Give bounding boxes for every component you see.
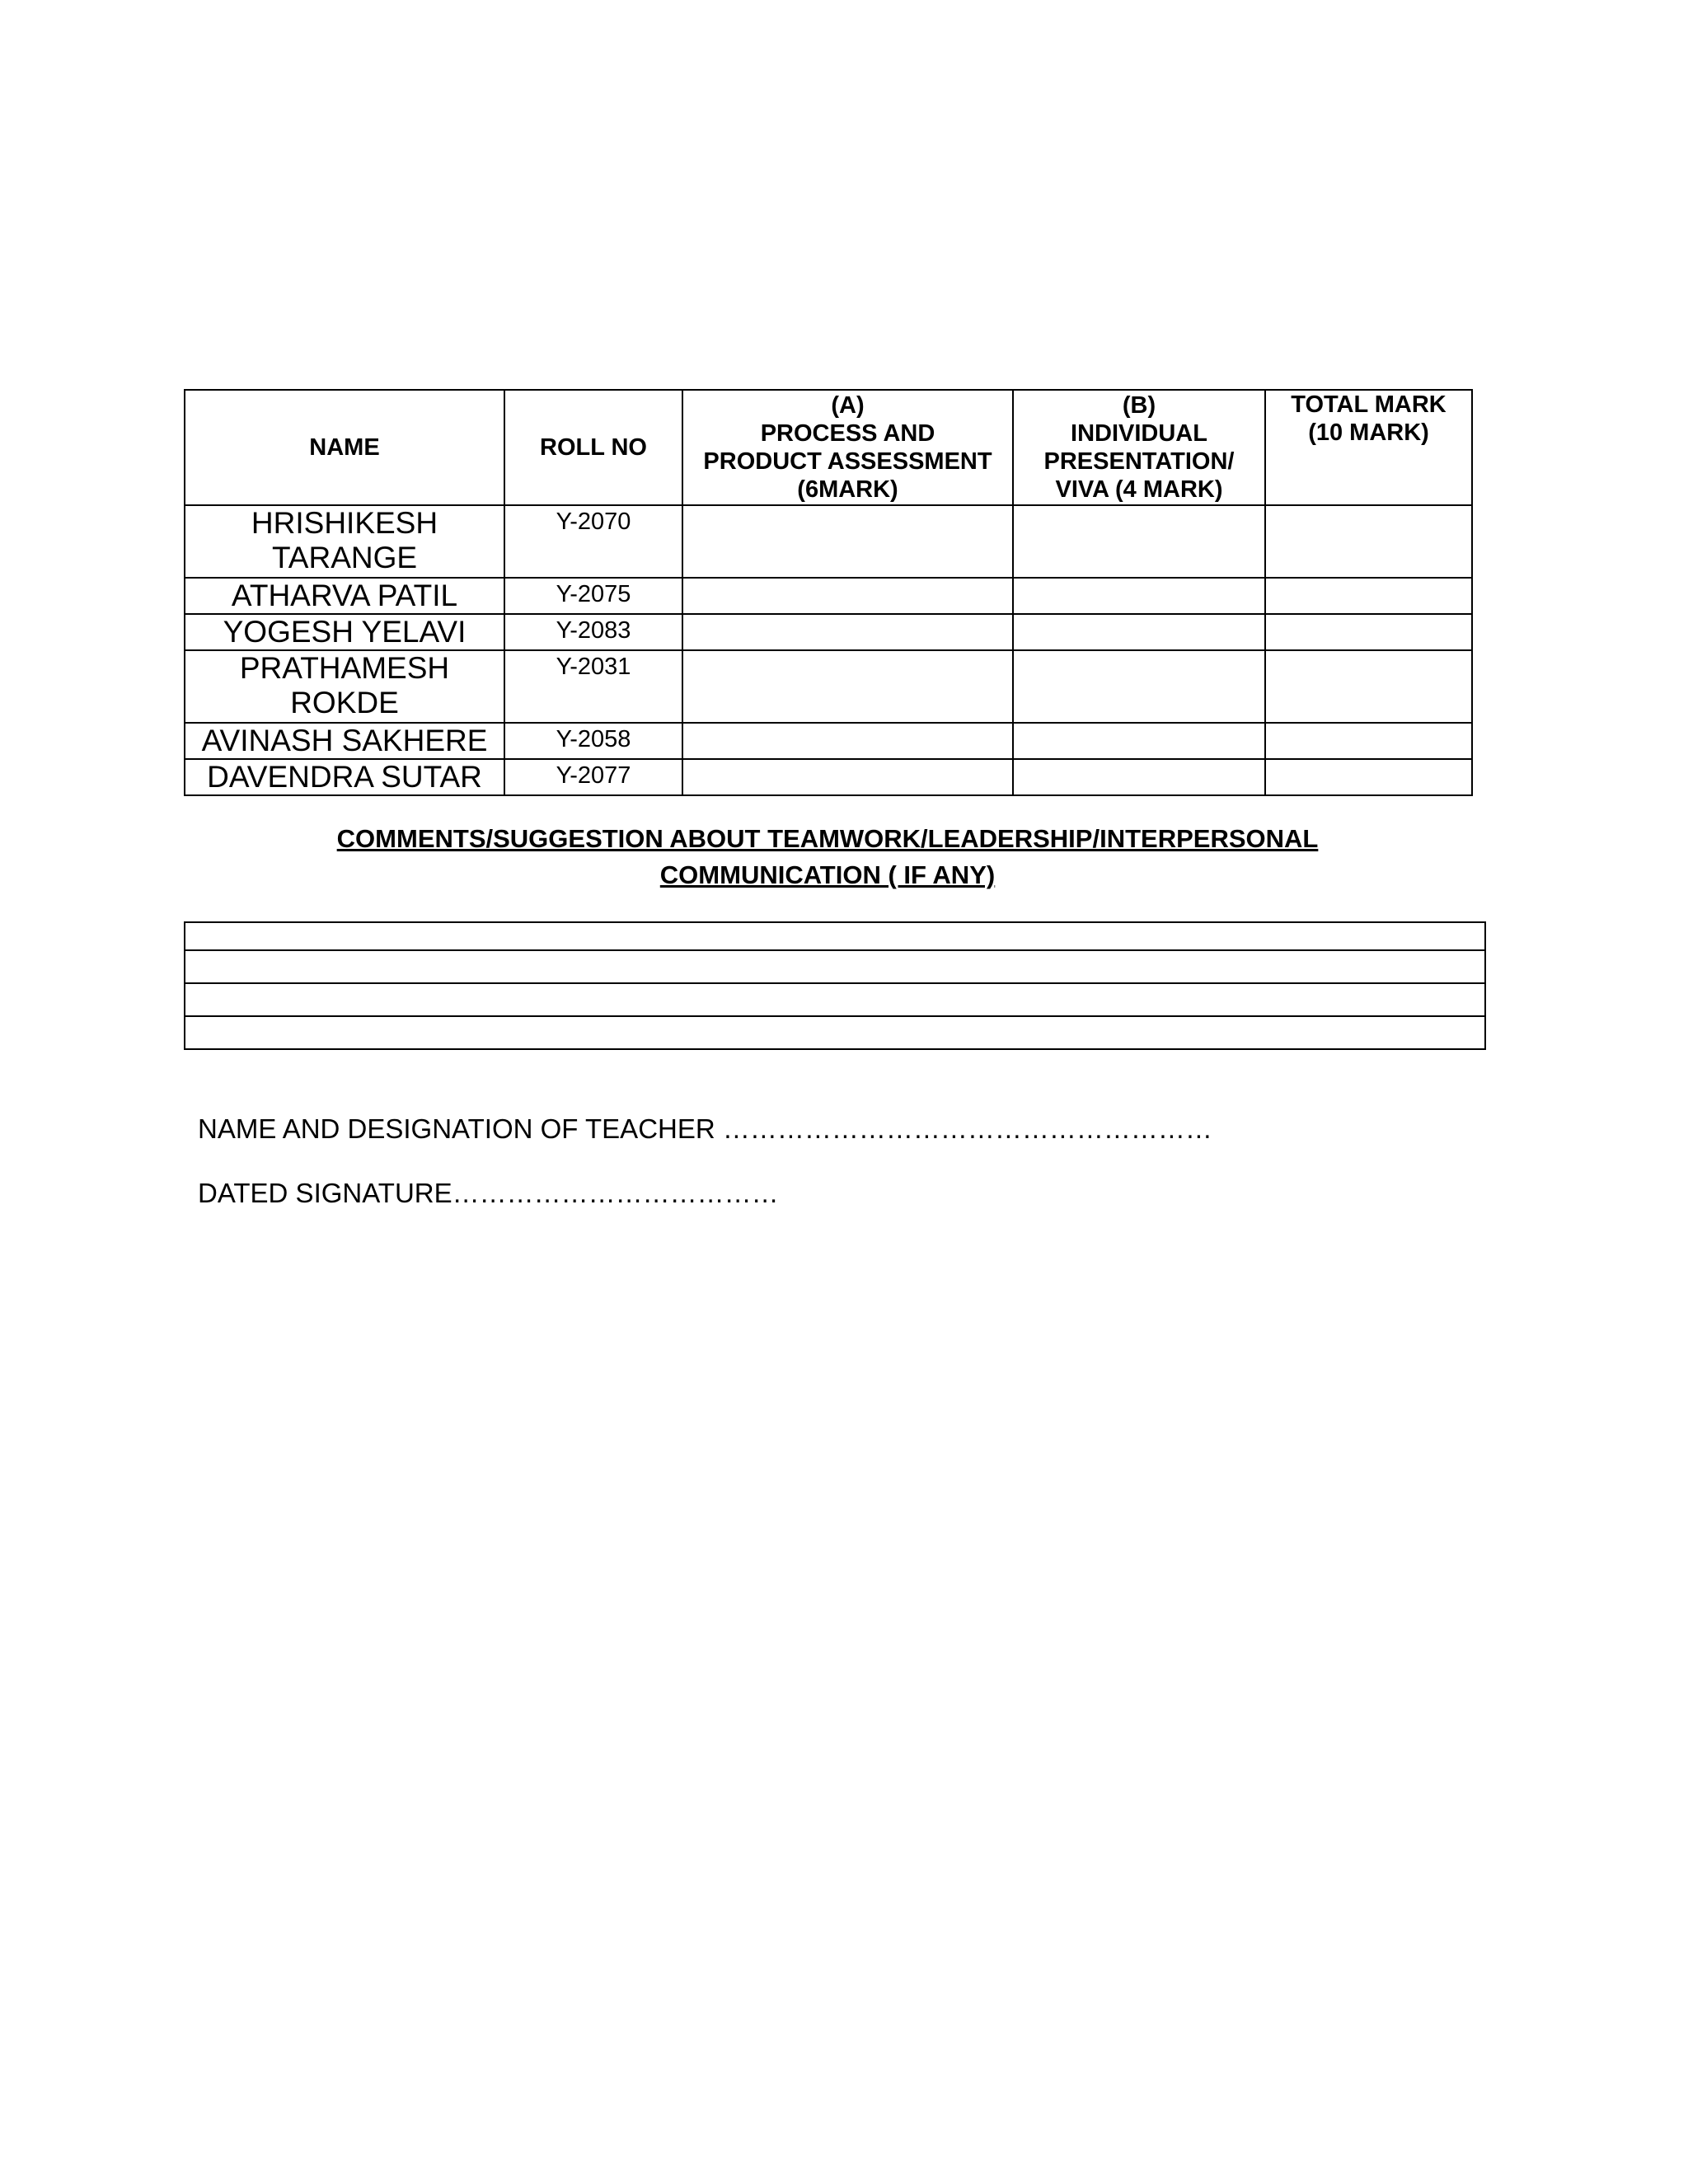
- roll-number: Y-2058: [504, 723, 682, 759]
- table-header-row: [185, 390, 1472, 505]
- roll-number: Y-2070: [504, 505, 682, 578]
- table-row: [185, 505, 1472, 578]
- comment-line: [185, 1016, 1485, 1049]
- presentation-viva-mark-cell: [1013, 650, 1265, 723]
- total-mark-cell: [1265, 650, 1472, 723]
- total-mark-cell: [1265, 759, 1472, 795]
- presentation-viva-mark-cell: [1013, 578, 1265, 614]
- presentation-viva-mark-cell: [1013, 723, 1265, 759]
- comment-cell: [185, 922, 1485, 950]
- teacher-name-designation-line: NAME AND DESIGNATION OF TEACHER ………………………………………………: [198, 1113, 1212, 1144]
- total-mark-cell: [1265, 614, 1472, 650]
- process-product-mark-cell: [682, 723, 1013, 759]
- comment-line: [185, 983, 1485, 1016]
- process-product-mark-cell: [682, 759, 1013, 795]
- marks-table: [184, 389, 1473, 796]
- header-a-label: (A): [831, 392, 865, 419]
- presentation-viva-mark-cell: [1013, 759, 1265, 795]
- comments-table: [184, 921, 1486, 1050]
- header-total-mark: TOTAL MARK (10 MARK): [1265, 390, 1472, 505]
- table-row: [185, 759, 1472, 795]
- header-individual-presentation: (B) INDIVIDUAL PRESENTATION/ VIVA (4 MARK): [1013, 390, 1265, 505]
- comment-cell: [185, 983, 1485, 1016]
- roll-number: Y-2031: [504, 650, 682, 723]
- table-row: [185, 578, 1472, 614]
- header-roll-no: ROLL NO: [504, 390, 682, 505]
- table-row: [185, 614, 1472, 650]
- student-name: DAVENDRA SUTAR: [185, 759, 504, 795]
- process-product-mark-cell: [682, 614, 1013, 650]
- total-mark-cell: [1265, 723, 1472, 759]
- header-b-label: (B): [1122, 392, 1156, 419]
- process-product-mark-cell: [682, 578, 1013, 614]
- process-product-mark-cell: [682, 650, 1013, 723]
- student-name: AVINASH SAKHERE: [185, 723, 504, 759]
- total-mark-cell: [1265, 578, 1472, 614]
- comment-cell: [185, 1016, 1485, 1049]
- table-row: [185, 723, 1472, 759]
- roll-number: Y-2075: [504, 578, 682, 614]
- student-name: PRATHAMESH ROKDE: [185, 650, 504, 723]
- presentation-viva-mark-cell: [1013, 505, 1265, 578]
- student-name: YOGESH YELAVI: [185, 614, 504, 650]
- comment-line: [185, 922, 1485, 950]
- header-name: NAME: [185, 390, 504, 505]
- comment-cell: [185, 950, 1485, 983]
- student-name: HRISHIKESH TARANGE: [185, 505, 504, 578]
- roll-number: Y-2083: [504, 614, 682, 650]
- roll-number: Y-2077: [504, 759, 682, 795]
- total-mark-cell: [1265, 505, 1472, 578]
- dated-signature-line: DATED SIGNATURE………………………………: [198, 1178, 779, 1208]
- comments-heading: COMMENTS/SUGGESTION ABOUT TEAMWORK/LEADERSHIP/INTERPERSONAL COMMUNICATION ( IF ANY): [336, 824, 1319, 889]
- presentation-viva-mark-cell: [1013, 614, 1265, 650]
- header-process-product-assessment: (A) PROCESS AND PRODUCT ASSESSMENT (6MARK): [682, 390, 1013, 505]
- comment-line: [185, 950, 1485, 983]
- process-product-mark-cell: [682, 505, 1013, 578]
- table-row: [185, 650, 1472, 723]
- student-name: ATHARVA PATIL: [185, 578, 504, 614]
